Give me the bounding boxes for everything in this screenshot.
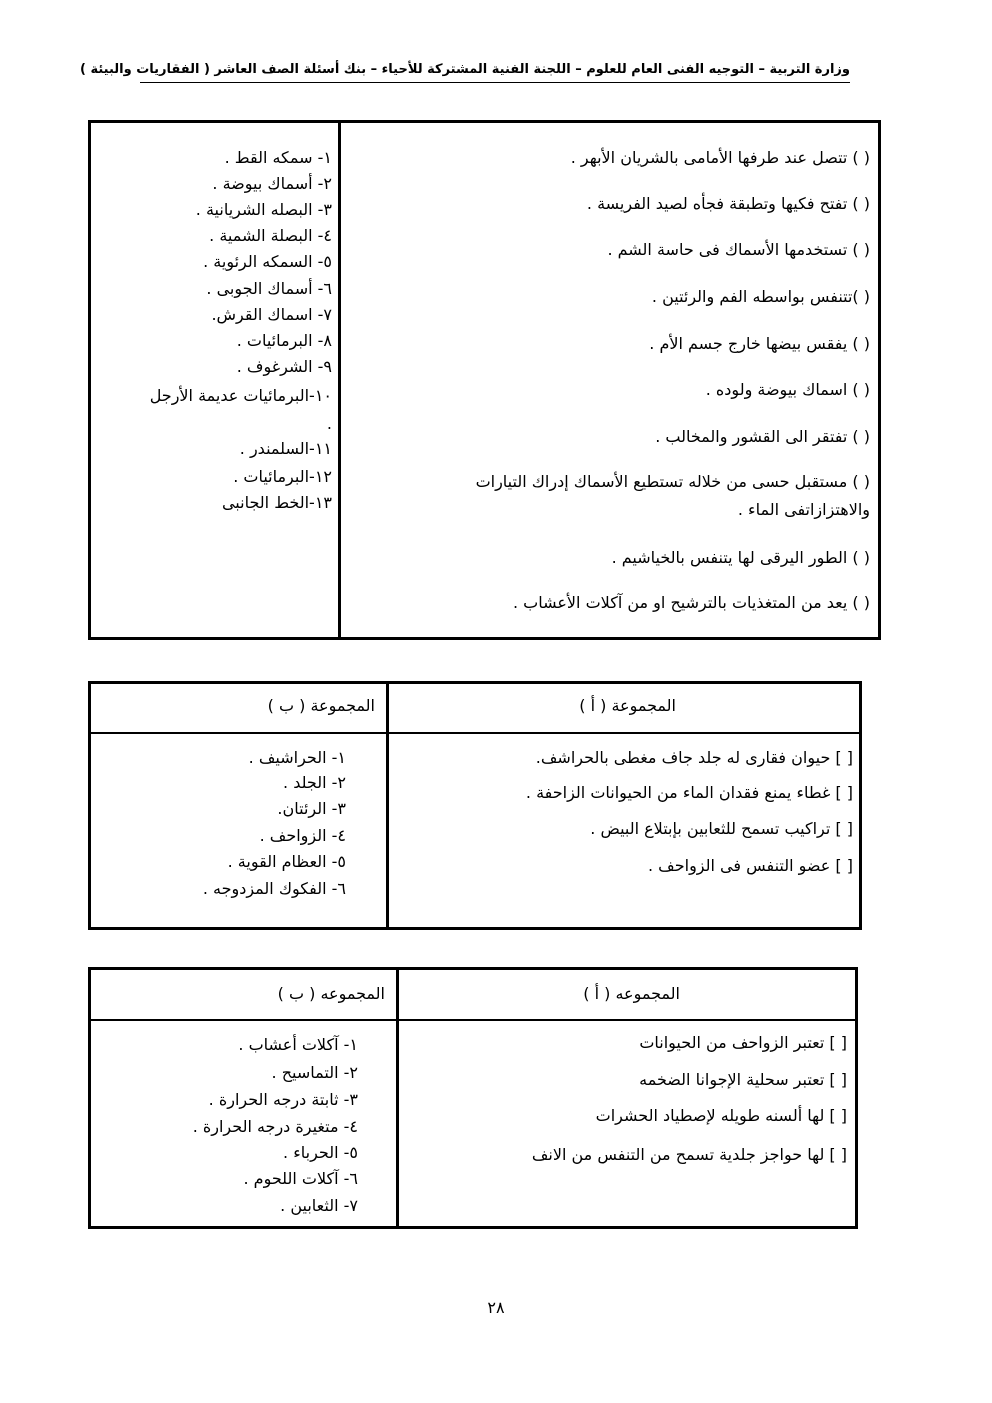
- answer-item: .: [326, 414, 332, 433]
- matching-table-2: [88, 681, 862, 930]
- answer-item: ٢- التماسيح .: [271, 1063, 358, 1082]
- answer-item: ٦- الفكوك المزدوجه .: [202, 879, 346, 898]
- question-row: [ ] عضو التنفس فى الزواحف .: [648, 856, 853, 875]
- answer-item: ٣- الرئتان.: [277, 799, 346, 818]
- answer-item: ٤- البصلة الشمية .: [209, 226, 332, 245]
- question-row: ( ) الطور اليرقى لها يتنفس بالخياشيم .: [611, 548, 870, 567]
- answer-item: ١- الحراشيف .: [248, 748, 346, 767]
- question-row: [ ] لها ألسنه طويله لإصطياد الحشرات: [595, 1106, 847, 1125]
- question-row: [ ] غطاء يمنع فقدان الماء من الحيوانات الزاحفة .: [525, 783, 853, 802]
- answer-item: ١١-السلمندر .: [239, 439, 332, 458]
- header-divider: [91, 732, 859, 734]
- answer-item: ٦- آكلات اللحوم .: [243, 1169, 358, 1188]
- answer-item: ٤- متغيرة درجه الحرارة .: [192, 1117, 358, 1136]
- header-divider: [91, 1019, 855, 1021]
- question-row: [ ] تعتبر الزواحف من الحيوانات: [639, 1033, 847, 1052]
- answer-item: ٣- البصله الشريانية .: [195, 200, 332, 219]
- answer-item: ٥- العظام القوية .: [227, 852, 346, 871]
- answer-item: ٥- الحرباء .: [283, 1143, 358, 1162]
- question-row: ( ) اسماك بيوضة ولوده .: [705, 380, 870, 399]
- question-row: ( ) تستخدمها الأسماك فى حاسة الشم .: [607, 240, 870, 259]
- answer-item: ٨- البرمائيات .: [236, 331, 332, 350]
- question-row: ( ) تفتح فكيها وتطبقة فجأه لصيد الفريسة .: [586, 194, 870, 213]
- answer-item: ٣- ثابتة درجه الحرارة .: [208, 1090, 358, 1109]
- answer-item: ١- سمكه القط .: [224, 148, 332, 167]
- matching-table-3: [88, 967, 858, 1229]
- group-b-header: المجموعه ( ب ): [277, 984, 385, 1003]
- question-row: [ ] لها حواجز جلدية تسمح من التنفس من الانف: [531, 1145, 847, 1164]
- question-row: [ ] تراكيب تسمح للثعابين بإبتلاع البيض .: [590, 819, 853, 838]
- group-a-header: المجموعه ( أ ): [583, 984, 680, 1003]
- page-header: وزارة التربية – التوجيه الفنى العام للعلوم – اللجنة الفنية المشتركة للأحياء – بنك أسئلة الصف العاشر ( الفقاريات والبيئة ): [140, 60, 850, 83]
- answer-item: ١٣-الخط الجانبى: [221, 493, 332, 512]
- answer-item: ٤- الزواحف .: [259, 826, 346, 845]
- column-divider: [396, 970, 399, 1226]
- question-row: ( ) يعد من المتغذيات بالترشيح او من آكلات الأعشاب .: [513, 593, 870, 612]
- answer-item: ٧- الثعابين .: [280, 1196, 358, 1215]
- answer-item: ٧- اسماك القرش.: [211, 305, 332, 324]
- question-row: ( ) تفتقر الى القشور والمخالب .: [655, 427, 870, 446]
- question-row: ( ) تتصل عند طرفها الأمامى بالشريان الأبهر .: [570, 148, 870, 167]
- group-a-header: المجموعة ( أ ): [579, 696, 676, 715]
- group-b-header: المجموعة ( ب ): [267, 696, 375, 715]
- answer-item: ٩- الشرغوف .: [236, 357, 332, 376]
- question-row: ( ) يفقس بيضها خارج جسم الأم .: [649, 334, 870, 353]
- matching-table-1: [88, 120, 881, 640]
- column-divider: [338, 123, 341, 637]
- question-row: والاهتزازاتفى الماء .: [737, 500, 870, 519]
- answer-item: ٢- أسماك بيوضة .: [212, 174, 332, 193]
- answer-item: ١- آكلات أعشاب .: [238, 1035, 358, 1054]
- answer-item: ١٢-البرمائيات .: [233, 467, 332, 486]
- answer-item: ٦- أسماك الجوبى .: [206, 279, 332, 298]
- answer-item: ٥- السمكه الرئوية .: [203, 252, 332, 271]
- question-row: [ ] تعتبر سحلية الإجوانا الضخمه: [639, 1070, 847, 1089]
- question-row: ( )تتنفس بواسطه الفم والرئتين .: [651, 287, 870, 306]
- page-number: ٢٨: [487, 1298, 505, 1317]
- answer-item: ١٠-البرمائيات عديمة الأرجل: [149, 386, 332, 405]
- column-divider: [386, 684, 389, 927]
- question-row: ( ) مستقبل حسى من خلاله تستطيع الأسماك إدراك التيارات: [475, 472, 870, 491]
- answer-item: ٢- الجلد .: [283, 773, 346, 792]
- question-row: [ ] حيوان فقارى له جلد جاف مغطى بالحراشف.: [535, 748, 853, 767]
